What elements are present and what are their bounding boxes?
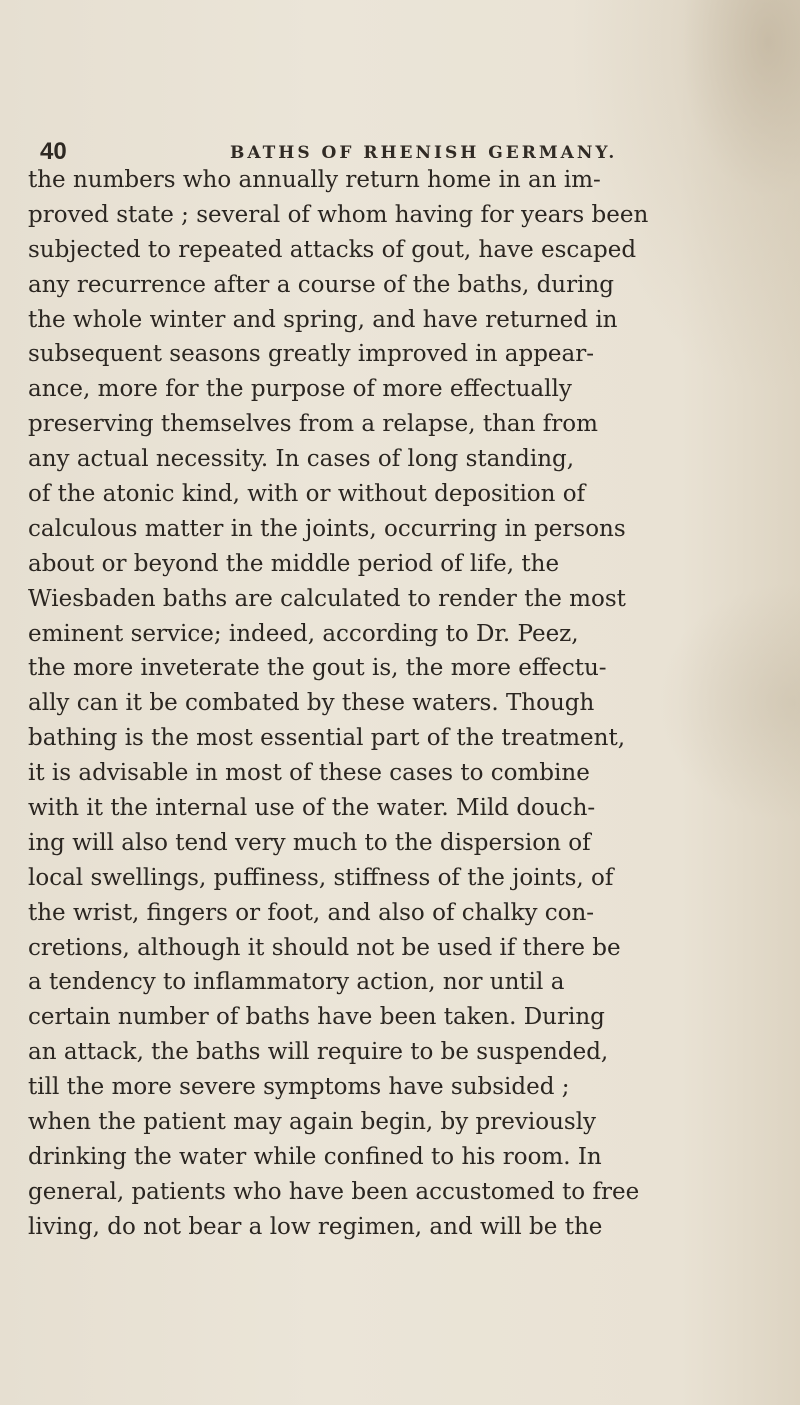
text-line: when the patient may again begin, by previously — [28, 1109, 597, 1136]
text-line: subjected to repeated attacks of gout, have escaped — [28, 236, 637, 263]
text-line: the numbers who annually return home in an im- — [28, 167, 601, 193]
text-line: a tendency to inflammatory action, nor until a — [28, 969, 565, 996]
page-number: 40 — [40, 138, 67, 165]
text-line: drinking the water while confined to his room. In — [28, 1143, 602, 1170]
text-line: any actual necessity. In cases of long standing, — [28, 446, 575, 473]
text-line: ally can it be combated by these waters. Though — [28, 690, 595, 717]
text-line: cretions, although it should not be used if there be — [28, 934, 621, 961]
text-line: bathing is the most essential part of the treatment, — [28, 725, 626, 752]
text-line: ing will also tend very much to the dispersion of — [28, 829, 591, 856]
text-line: eminent service; indeed, according to Dr. Peez, — [28, 620, 579, 647]
text-line: of the atonic kind, with or without deposition of — [28, 481, 586, 508]
text-line: local swellings, puffiness, stiffness of the joints, of — [28, 864, 614, 891]
text-line: calculous matter in the joints, occurring in persons — [28, 515, 626, 542]
running-title: BATHS OF RHENISH GERMANY. — [230, 143, 618, 163]
text-line: about or beyond the middle period of life, the — [28, 550, 560, 577]
text-line: proved state ; several of whom having for years been — [28, 201, 649, 228]
text-line: preserving themselves from a relapse, than from — [28, 411, 598, 438]
text-line: the wrist, fingers or foot, and also of chalky con- — [28, 899, 595, 926]
text-line: with it the internal use of the water. Mild douch- — [28, 795, 596, 822]
text-line: till the more severe symptoms have subsided ; — [28, 1074, 570, 1101]
text-line: an attack, the baths will require to be suspended, — [28, 1039, 609, 1066]
text-line: any recurrence after a course of the baths, during — [28, 271, 615, 298]
text-line: it is advisable in most of these cases to combine — [28, 760, 590, 787]
text-line: Wiesbaden baths are calculated to render the most — [28, 585, 626, 612]
text-line: ance, more for the purpose of more effectually — [28, 376, 572, 403]
body-text — [28, 163, 800, 1245]
text-line: the whole winter and spring, and have returned in — [28, 306, 618, 333]
text-line: general, patients who have been accustomed to free — [28, 1178, 640, 1205]
text-line: certain number of baths have been taken. During — [28, 1004, 605, 1031]
text-line: the more inveterate the gout is, the more effectu- — [28, 655, 607, 682]
text-line: subsequent seasons greatly improved in appear- — [28, 341, 595, 368]
text-line: living, do not bear a low regimen, and will be the — [28, 1213, 603, 1240]
